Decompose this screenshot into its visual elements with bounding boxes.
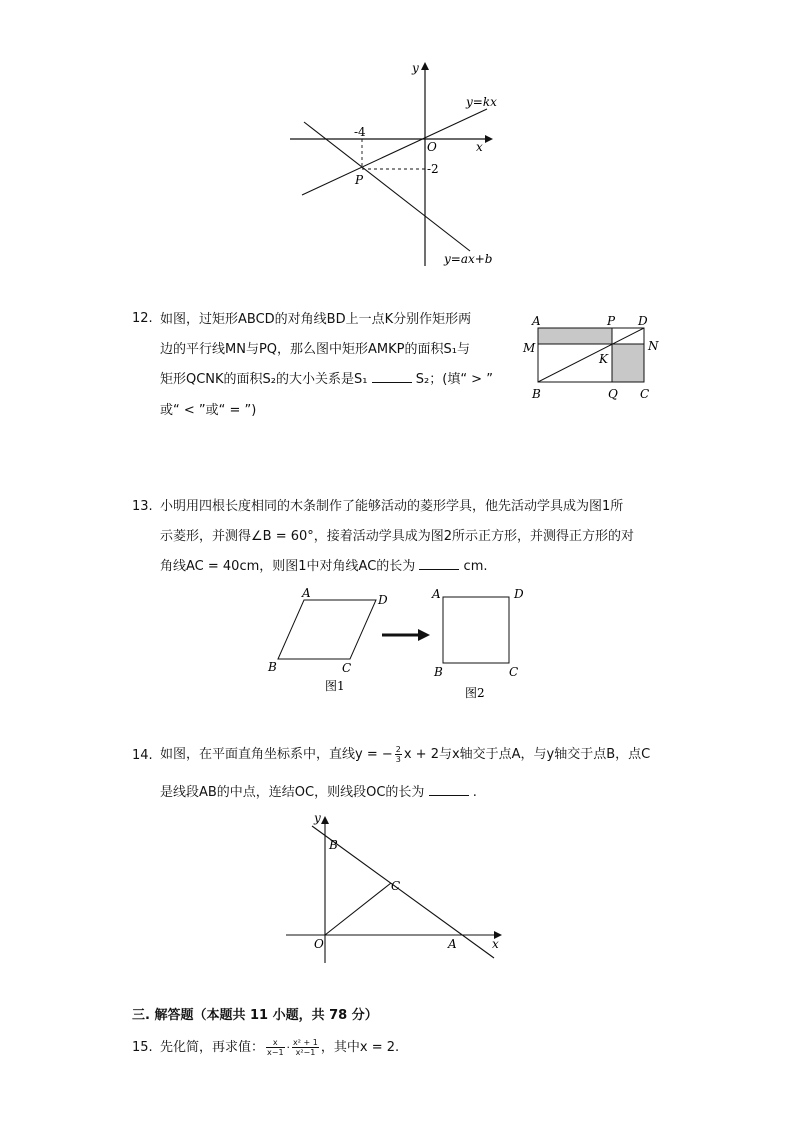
q15-text-b: ，其中x = 2. [320,1040,400,1055]
rect-qcnk-shaded [612,344,644,382]
y-label: y [412,61,419,75]
label-n: N [648,339,659,353]
q15-number: 15. [132,1040,153,1055]
fig2-label-b: B [434,665,443,679]
y-axis-arrow [421,62,429,70]
q13-line3 [160,557,488,577]
q13-line2: 示菱形，并测得∠B = 60°，接着活动学具成为图2所示正方形，并测得正方形的对 [160,529,635,544]
q12-line3 [160,370,493,390]
label-c: C [640,387,650,401]
q15-f1-num: x [266,1038,285,1048]
q14-line2 [160,783,477,803]
q13-number: 13. [132,499,153,514]
label-k: K [599,352,608,366]
q12-number: 12. [132,311,153,326]
fig1-label-c: C [342,661,352,675]
q12-line1: 如图，过矩形ABCD的对角线BD上一点K分别作矩形两 [160,312,472,327]
fig1-label-a: A [302,586,311,600]
fig2-label-d: D [514,587,524,601]
point-p-label: P [355,173,364,187]
fig1-caption: 图1 [325,679,345,693]
line2-label: y=ax+b [444,252,493,266]
y-label: y [314,811,321,825]
origin-label: O [427,140,437,154]
tick-y-label: -2 [427,162,439,176]
label-m: M [523,341,536,355]
label-b: B [532,387,541,401]
q14-line2-b: . [472,785,477,800]
x-label: x [476,140,483,154]
x-label: x [492,937,499,951]
q14-answer-blank[interactable] [429,783,469,796]
point-b-label: B [329,838,338,852]
q14-line1-b: x + 2与x轴交于点A，与y轴交于点B，点C [403,747,651,762]
fig1-label-b: B [268,660,277,674]
line-y-axb [304,122,470,251]
q14-line2-a: 是线段AB的中点，连结OC，则线段OC的长为 [160,785,425,800]
q15-operator: · [286,1041,291,1054]
q15-fraction-1 [266,1038,285,1057]
q14-fraction [395,745,402,764]
q15-f1-den: x−1 [267,1048,284,1057]
q14-frac-den: 3 [395,755,401,764]
line-ab [312,826,494,958]
q14-coordinate-figure [282,808,512,968]
label-p: P [607,314,616,328]
fig2-label-c: C [509,665,519,679]
y-axis-arrow [321,816,329,824]
q12-line2: 边的平行线MN与PQ，那么图中矩形AMKP的面积S₁与 [160,342,470,357]
line1-label: y=kx [466,95,497,109]
q15-fraction-2 [292,1038,319,1057]
top-coordinate-figure [280,58,510,273]
square [443,597,509,663]
tick-x-label: -4 [354,125,366,139]
segment-oc [325,883,391,935]
q12-line3-a: 矩形QCNK的面积S₂的大小关系是S₁ [160,372,368,387]
fig1-label-d: D [378,593,388,607]
line-y-kx [302,109,487,195]
q15-f2-num: x² + 1 [293,1038,318,1047]
origin-label: O [314,937,324,951]
transform-arrow-head [418,629,430,641]
q15-text-a: 先化简，再求值： [160,1040,265,1055]
label-a: A [532,314,541,328]
q13-line3-a: 角线AC = 40cm，则图1中对角线AC的长为 [160,559,416,574]
q13-line1: 小明用四根长度相同的木条制作了能够活动的菱形学具，他先活动学具成为图1所 [160,499,624,514]
label-d: D [638,314,648,328]
rhombus [278,600,376,659]
point-c-label: C [391,879,401,893]
q14-line1 [160,745,650,765]
q12-line3-b: S₂；(填“ > ” [415,372,493,387]
q12-line4: 或“ < ”或“ = ”) [160,403,257,418]
q12-answer-blank[interactable] [372,370,412,383]
q14-number: 14. [132,748,153,763]
label-q: Q [608,387,618,401]
q13-figures [262,585,532,705]
q12-rectangle-figure [520,312,660,404]
q15-line [160,1038,399,1058]
rect-amkp-shaded [538,328,612,344]
q14-line1-a: 如图，在平面直角坐标系中，直线y = − [160,747,393,762]
q15-f2-den: x²−1 [295,1048,316,1057]
q14-frac-num: 2 [395,745,401,754]
q13-answer-blank[interactable] [419,557,459,570]
fig2-label-a: A [432,587,441,601]
fig2-caption: 图2 [465,686,485,700]
section3-title: 三. 解答题（本题共 11 小题，共 78 分） [132,1008,378,1023]
x-axis-arrow [485,135,493,143]
point-a-label: A [448,937,457,951]
q13-line3-b: cm. [463,559,488,574]
